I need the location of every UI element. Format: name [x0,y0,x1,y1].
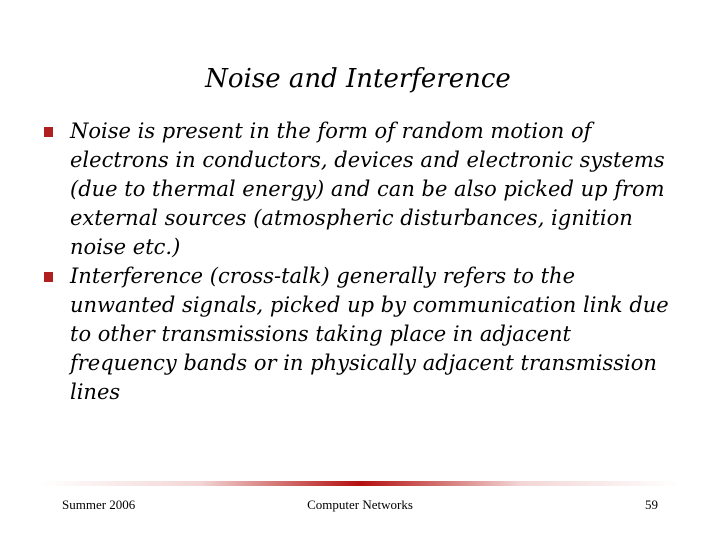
footer-date: Summer 2006 [62,497,136,512]
square-bullet-icon [44,272,53,282]
bullet-item [44,262,684,407]
footer-divider [40,481,680,486]
bullet-text: Noise is present in the form of random motion of electrons in conductors, devices and electronic systems (due to thermal energy) and can be also picked up from external sources (atmospheric disturbances, ignition noise etc.) [70,119,665,259]
slide-title: Noise and Interference [205,64,511,94]
page-number: 59 [645,497,658,512]
bullet-list [44,117,684,407]
bullet-item [44,117,684,262]
bullet-text: Interference (cross-talk) generally refers to the unwanted signals, picked up by communication link due to other transmissions taking place in adjacent frequency bands or in physically adjacent transmission lines [70,264,669,404]
footer-course: Computer Networks [307,497,413,512]
square-bullet-icon [44,127,53,137]
